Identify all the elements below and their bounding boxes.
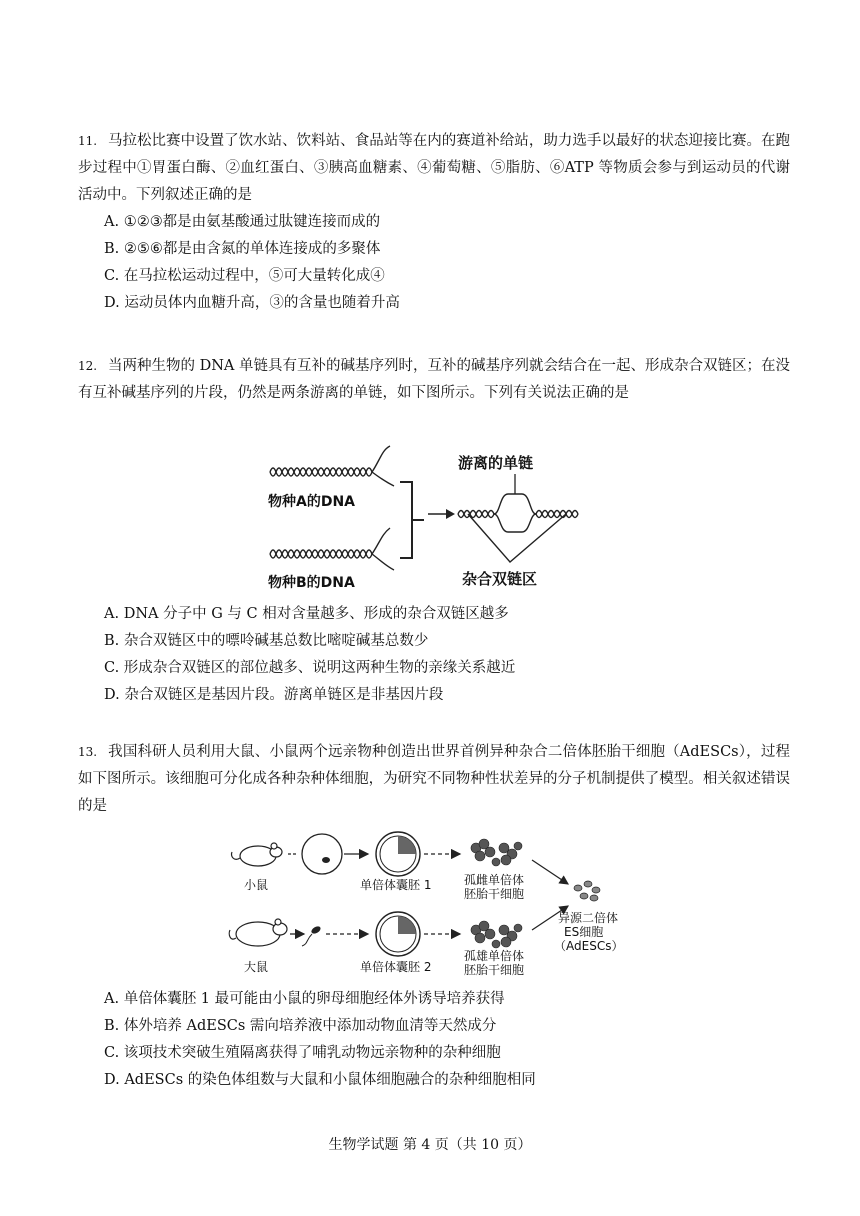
- dna-hybrid-figure: [262, 442, 602, 592]
- question-number: 12.: [78, 359, 98, 373]
- option-d: D. 运动员体内血糖升高，③的含量也随着升高: [104, 295, 400, 311]
- question-12: [78, 353, 790, 407]
- label-mouse: 小鼠: [244, 878, 269, 892]
- option-c: C. 形成杂合双链区的部位越多、说明这两种生物的亲缘关系越近: [104, 660, 516, 676]
- arrow: [532, 860, 568, 884]
- label-blastocyst-2: 单倍体囊胚 2: [360, 960, 432, 974]
- label-blastocyst-1: 单倍体囊胚 1: [360, 878, 432, 892]
- label-esc-2-l1: 孤雄单倍体: [464, 949, 525, 963]
- stem-text: 当两种生物的 DNA 单链具有互补的碱基序列时，互补的碱基序列就会结合在一起、形成杂合双链区；在没有互补碱基序列的片段，仍然是两条游离的单链，如下图所示。下列有关说法正确的是: [78, 358, 790, 401]
- rat-icon: [229, 919, 287, 946]
- hybrid-dna: [458, 494, 578, 532]
- label-free-strand: 游离的单链: [458, 454, 534, 472]
- label-hybrid-region: 杂合双链区: [462, 570, 538, 588]
- question-number: 13.: [78, 745, 98, 759]
- species-a-dna: [270, 446, 394, 486]
- option-a: A. 单倍体囊胚 1 最可能由小鼠的卵母细胞经体外诱导培养获得: [104, 991, 505, 1007]
- option-a: A. DNA 分子中 G 与 C 相对含量越多、形成的杂合双链区越多: [104, 606, 509, 622]
- question-stem: [78, 128, 790, 209]
- question-number: 11.: [78, 134, 98, 148]
- option-d: D. AdESCs 的染色体组数与大鼠和小鼠体细胞融合的杂种细胞相同: [104, 1072, 536, 1088]
- haploid-esc-2-icon: [471, 921, 522, 948]
- option-c: C. 在马拉松运动过程中，⑤可大量转化成④: [104, 268, 385, 284]
- species-b-dna: [270, 528, 394, 570]
- question-stem: [78, 353, 790, 407]
- label-adescs-l3: （AdESCs）: [554, 939, 624, 953]
- option-c: C. 该项技术突破生殖隔离获得了哺乳动物远亲物种的杂种细胞: [104, 1045, 501, 1061]
- option-b: B. 体外培养 AdESCs 需向培养液中添加动物血清等天然成分: [104, 1018, 497, 1034]
- option-a: A. ①②③都是由氨基酸通过肽键连接而成的: [104, 214, 381, 230]
- option-b: B. ②⑤⑥都是由含氮的单体连接成的多聚体: [104, 241, 381, 257]
- adesc-process-figure: [228, 826, 648, 986]
- option-d: D. 杂合双链区是基因片段。游离单链区是非基因片段: [104, 687, 444, 703]
- adescs-icon: [574, 881, 600, 901]
- question-12-options: [78, 601, 790, 709]
- haploid-esc-1-icon: [471, 839, 522, 866]
- label-rat: 大鼠: [244, 960, 269, 974]
- label-esc-1-l2: 胚胎干细胞: [464, 887, 525, 901]
- label-esc-2-l2: 胚胎干细胞: [464, 963, 525, 977]
- mouse-icon: [231, 843, 282, 866]
- label-adescs-l1: 异源二倍体: [558, 911, 619, 925]
- pointer-hybrid: [468, 514, 566, 562]
- option-b: B. 杂合双链区中的嘌呤碱基总数比嘧啶碱基总数少: [104, 633, 429, 649]
- bracket: [400, 482, 424, 558]
- label-esc-1-l1: 孤雌单倍体: [464, 873, 525, 887]
- label-species-b: 物种B的DNA: [268, 575, 355, 591]
- page-footer: 生物学试题 第 4 页（共 10 页）: [328, 1137, 532, 1153]
- sperm-icon: [302, 925, 322, 946]
- question-13-options: [78, 986, 790, 1094]
- oocyte-icon: [302, 834, 342, 874]
- stem-text: 我国科研人员利用大鼠、小鼠两个远亲物种创造出世界首例异种杂合二倍体胚胎干细胞（AdESCs），过程如下图所示。该细胞可分化成各种杂种体细胞，为研究不同物种性状差异的分子机制提供了模型。相关叙述错误的是: [78, 744, 790, 814]
- blastocyst-1-icon: [376, 832, 420, 876]
- label-species-a: 物种A的DNA: [268, 494, 356, 510]
- question-stem: [78, 739, 790, 820]
- question-13: [78, 739, 790, 820]
- label-adescs-l2: ES细胞: [564, 925, 604, 939]
- blastocyst-2-icon: [376, 912, 420, 956]
- question-11: [78, 128, 790, 317]
- stem-text: 马拉松比赛中设置了饮水站、饮料站、食品站等在内的赛道补给站，助力选手以最好的状态迎接比赛。在跑步过程中①胃蛋白酶、②血红蛋白、③胰高血糖素、④葡萄糖、⑤脂肪、⑥ATP 等物质会参与到运动员的代谢活动中。下列叙述正确的是: [78, 133, 790, 203]
